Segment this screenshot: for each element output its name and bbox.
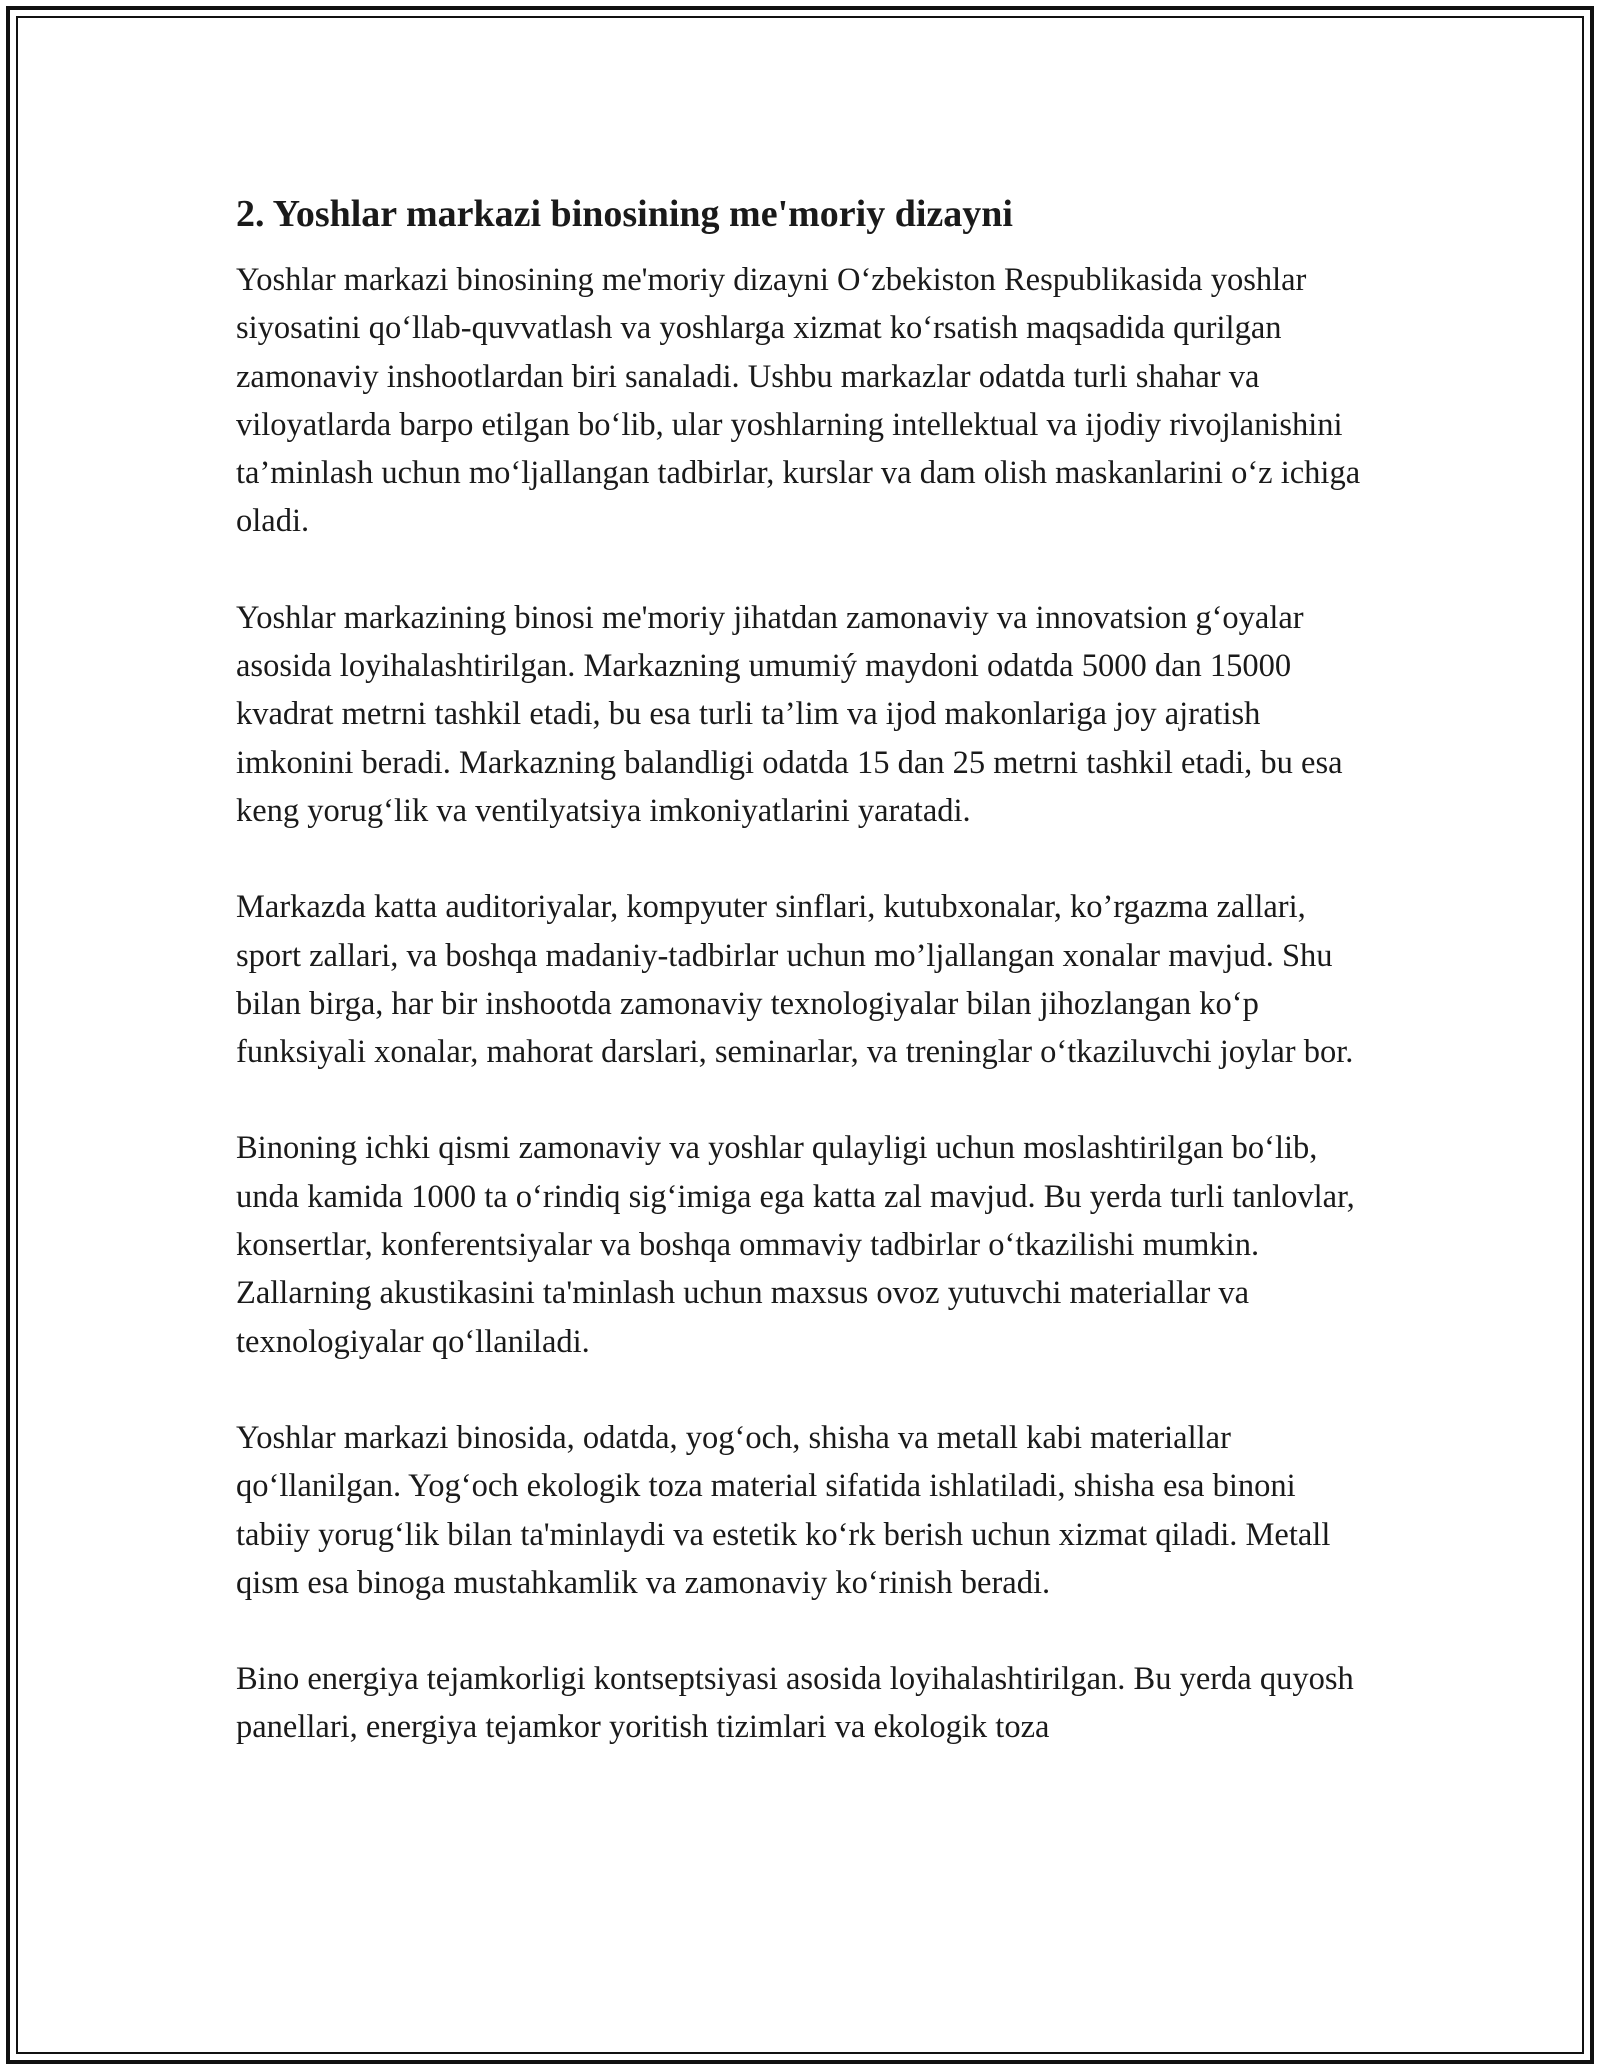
section-heading: 2. Yoshlar markazi binosining me'moriy dizayni <box>236 193 1013 235</box>
paragraph-4: Binoning ichki qismi zamonaviy va yoshlar qulayligi uchun moslashtirilgan bo‘lib, unda kamida 1000 ta o‘rindiq sig‘imiga ega katta zal mavjud. Bu yerda turli tanlovlar, konsertlar, konferentsiyalar va boshqa ommaviy tadbirlar o‘tkazilishi mumkin. Zallarning akustikasini ta'minlash uchun maxsus ovoz yutuvchi materiallar va texnologiyalar qo‘llaniladi. <box>236 1130 1355 1360</box>
document-body <box>236 186 1376 1800</box>
paragraph-5: Yoshlar markazi binosida, odatda, yog‘och, shisha va metall kabi materiallar qo‘llanilgan. Yog‘och ekologik toza material sifatida ishlatiladi, shisha esa binoni tabiiy yorug‘lik bilan ta'minlaydi va estetik ko‘rk berish uchun xizmat qiladi. Metall qism esa binoga mustahkamlik va zamonaviy ko‘rinish beradi. <box>236 1419 1331 1601</box>
paragraph-3: Markazda katta auditoriyalar, kompyuter sinflari, kutubxonalar, ko’rgazma zallari, sport zallari, va boshqa madaniy-tadbirlar uchun mo’ljallangan xonalar mavjud. Shu bilan birga, har bir inshootda zamonaviy texnologiyalar bilan jihozlangan ko‘p funksiyali xonalar, mahorat darslari, seminarlar, va treninglar o‘tkaziluvchi joylar bor. <box>236 889 1354 1071</box>
paragraph-1: Yoshlar markazi binosining me'moriy dizayni O‘zbekiston Respublikasida yoshlar siyosatini qo‘llab-quvvatlash va yoshlarga xizmat ko‘rsatish maqsadida qurilgan zamonaviy inshootlardan biri sanaladi. Ushbu markazlar odatda turli shahar va viloyatlarda barpo etilgan bo‘lib, ular yoshlarning intellektual va ijodiy rivojlanishini ta’minlash uchun mo‘ljallangan tadbirlar, kurslar va dam olish maskanlarini o‘z ichiga oladi. <box>236 262 1361 540</box>
paragraph-6: Bino energiya tejamkorligi kontseptsiyasi asosida loyihalashtirilgan. Bu yerda quyosh panellari, energiya tejamkor yoritish tizimlari va ekologik toza <box>236 1661 1354 1746</box>
paragraph-2: Yoshlar markazining binosi me'moriy jihatdan zamonaviy va innovatsion g‘oyalar asosida loyihalashtirilgan. Markazning umumiý maydoni odatda 5000 dan 15000 kvadrat metrni tashkil etadi, bu esa turli ta’lim va ijod makonlariga joy ajratish imkonini beradi. Markazning balandligi odatda 15 dan 25 metrni tashkil etadi, bu esa keng yorug‘lik va ventilyatsiya imkoniyatlarini yaratadi. <box>236 599 1343 829</box>
